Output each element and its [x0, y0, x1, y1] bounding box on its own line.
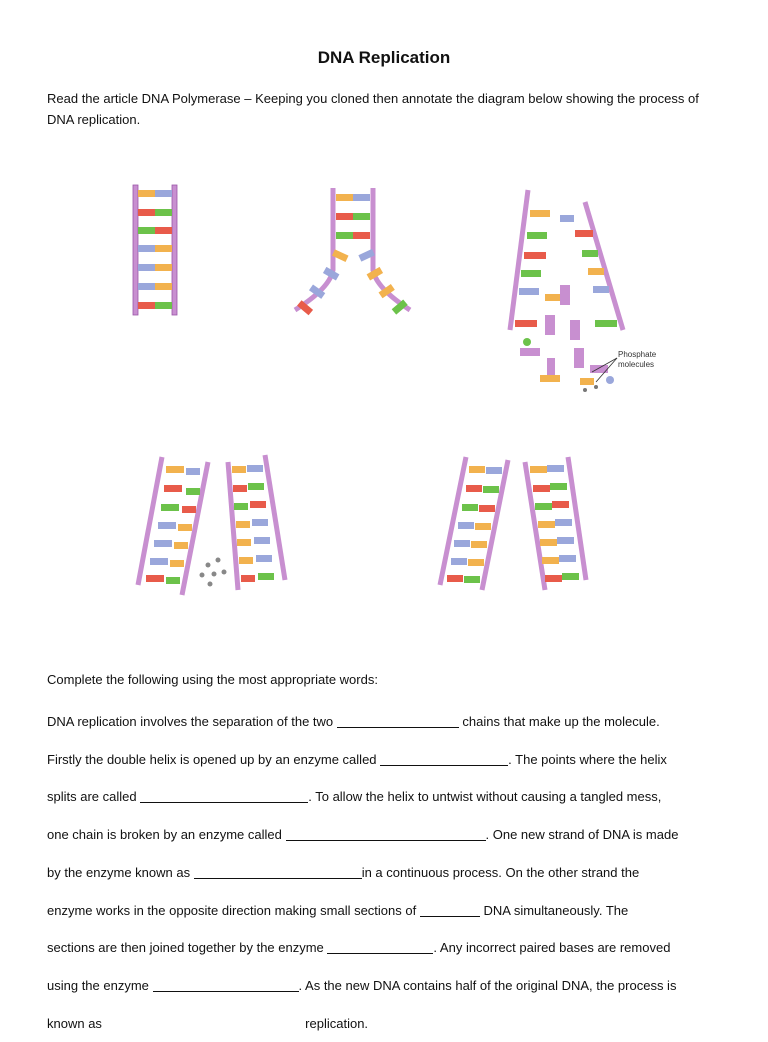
backbone-left	[133, 185, 138, 315]
intro-text: Read the article DNA Polymerase – Keeping you cloned then annotate the diagram below showing the process of DNA replication.	[47, 91, 699, 127]
base-pairs	[138, 190, 172, 309]
dna-replication-diagram	[90, 170, 690, 640]
cloze-line-7: sections are then joined together by the enzyme . Any incorrect paired bases are removed	[47, 940, 671, 956]
blank-7-input[interactable]	[327, 939, 433, 954]
backbone-left	[510, 190, 528, 330]
cloze-line-3: splits are called . To allow the helix to untwist without causing a tangled mess,	[47, 789, 662, 805]
stage-5-daughter-molecules	[440, 457, 586, 590]
stage-3-nucleotides-pairing	[510, 190, 659, 392]
cloze-line-4: one chain is broken by an enzyme called . One new strand of DNA is made	[47, 827, 679, 843]
cloze-line-8: using the enzyme . As the new DNA contains half of the original DNA, the process is	[47, 977, 677, 993]
page-title: DNA Replication	[317, 48, 451, 67]
cloze-line-1: DNA replication involves the separation of the two chains that make up the molecule.	[47, 714, 660, 729]
blank-9-input[interactable]	[106, 1014, 302, 1028]
blank-5-input[interactable]	[194, 864, 362, 879]
cloze-line-9: known as replication.	[47, 1015, 369, 1031]
backbone-right	[585, 202, 623, 330]
free-nucleotides	[520, 338, 614, 392]
blank-4-input[interactable]	[286, 826, 486, 841]
cloze-line-5: by the enzyme known as in a continuous process. On the other strand the	[47, 864, 640, 880]
backbone-left-outer	[138, 457, 162, 585]
blank-2-input[interactable]	[380, 751, 508, 766]
blank-1-input[interactable]	[337, 713, 459, 728]
cloze-line-6: enzyme works in the opposite direction making small sections of DNA simultaneously. The	[47, 902, 629, 918]
backbone-right	[172, 185, 177, 315]
base-pairs	[447, 465, 579, 583]
instructions-heading: Complete the following using the most appropriate words:	[47, 672, 378, 687]
blank-3-input[interactable]	[140, 788, 308, 803]
cloze-line-2: Firstly the double helix is opened up by an enzyme called . The points where the helix	[47, 751, 667, 767]
phosphate-label-line1: Phosphate	[618, 350, 657, 359]
phosphate-dots	[200, 558, 227, 587]
cloze-passage	[47, 703, 737, 1042]
backbone-a-left	[440, 457, 466, 585]
stage-4-new-strands-forming	[138, 455, 285, 595]
stage-1-double-helix	[133, 185, 177, 315]
blank-6-input[interactable]	[420, 902, 480, 917]
base-pairs	[515, 210, 617, 340]
phosphate-label-line2: molecules	[618, 360, 655, 369]
blank-8-input[interactable]	[153, 977, 299, 992]
phosphate-label	[618, 350, 659, 369]
stage-2-unzipping	[295, 188, 410, 315]
